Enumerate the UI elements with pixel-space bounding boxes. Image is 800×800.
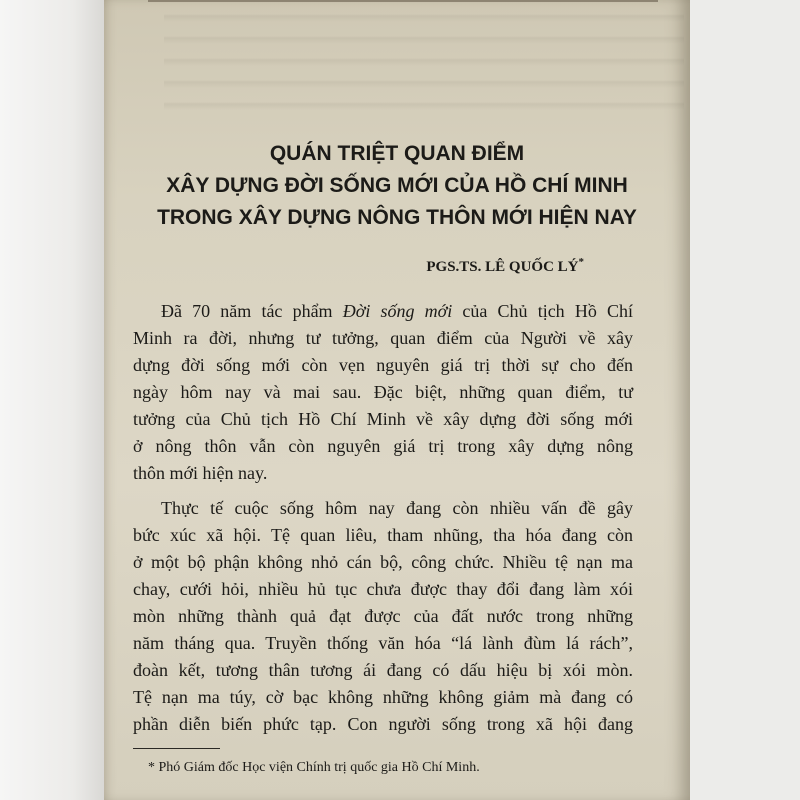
paragraph-2-line-9: phần diễn biến phức tạp. Con người sống trong xã hội đang — [133, 714, 633, 734]
page-top-rule — [148, 0, 658, 2]
chapter-title — [104, 138, 690, 234]
background-left — [0, 0, 104, 800]
book-page — [104, 0, 690, 800]
paragraph-2-line-8: Tệ nạn ma túy, cờ bạc không những không giảm mà đang có — [133, 687, 633, 707]
paragraph-2-line-4: chay, cưới hỏi, nhiều hủ tục chưa được thay đổi đang làm xói — [133, 579, 633, 599]
text-run: Đã 70 năm tác phẩm — [161, 301, 343, 321]
background-right — [690, 0, 800, 800]
paragraph-1-line-3: dựng đời sống mới còn vẹn nguyên giá trị thời sự cho đến — [133, 355, 633, 375]
paragraph-1-line-1 — [133, 298, 633, 325]
paragraph-2-line-3: ở một bộ phận không nhỏ cán bộ, công chức. Nhiều tệ nạn ma — [133, 552, 633, 572]
author-footnote-mark: * — [578, 256, 584, 268]
body-text — [133, 298, 633, 738]
paragraph-2-line-1: Thực tế cuộc sống hôm nay đang còn nhiều vấn đề gây — [161, 498, 633, 518]
title-line-3: TRONG XÂY DỰNG NÔNG THÔN MỚI HIỆN NAY — [157, 206, 637, 229]
title-line-2: XÂY DỰNG ĐỜI SỐNG MỚI CỦA HỒ CHÍ MINH — [166, 174, 628, 197]
paragraph-2-line-2: bức xúc xã hội. Tệ quan liêu, tham nhũng, tha hóa đang còn — [133, 525, 633, 545]
paragraph-1-line-2: Minh ra đời, nhưng tư tưởng, quan điểm của Người về xây — [133, 328, 633, 348]
title-line-1: QUÁN TRIỆT QUAN ĐIỂM — [269, 142, 525, 165]
show-through-text — [164, 0, 684, 120]
author-name — [426, 256, 584, 276]
paragraph-2-line-5: mòn những thành quả đạt được của đất nước trong những — [133, 606, 633, 626]
author-text: PGS.TS. LÊ QUỐC LÝ — [426, 259, 579, 275]
paragraph-1-line-7: thôn mới hiện nay. — [133, 463, 268, 483]
footnote-separator — [133, 748, 220, 749]
text-run: của Chủ tịch Hồ Chí — [452, 301, 633, 321]
paragraph-1-line-5: tưởng của Chủ tịch Hồ Chí Minh về xây dựng đời sống mới — [133, 409, 633, 429]
paragraph-1-line-4: ngày hôm nay và mai sau. Đặc biệt, những quan điểm, tư — [133, 382, 633, 402]
footnote: * Phó Giám đốc Học viện Chính trị quốc gia Hồ Chí Minh. — [148, 760, 480, 775]
book-title-italic: Đời sống mới — [342, 301, 453, 321]
paragraph-2-line-7: đoàn kết, tương thân tương ái đang có dấu hiệu bị xói mòn. — [133, 660, 633, 680]
paragraph-2-line-6: năm tháng qua. Truyền thống văn hóa “lá lành đùm lá rách”, — [133, 633, 633, 653]
paragraph-1-line-6: ở nông thôn vẫn còn nguyên giá trị trong xây dựng nông — [133, 436, 633, 456]
